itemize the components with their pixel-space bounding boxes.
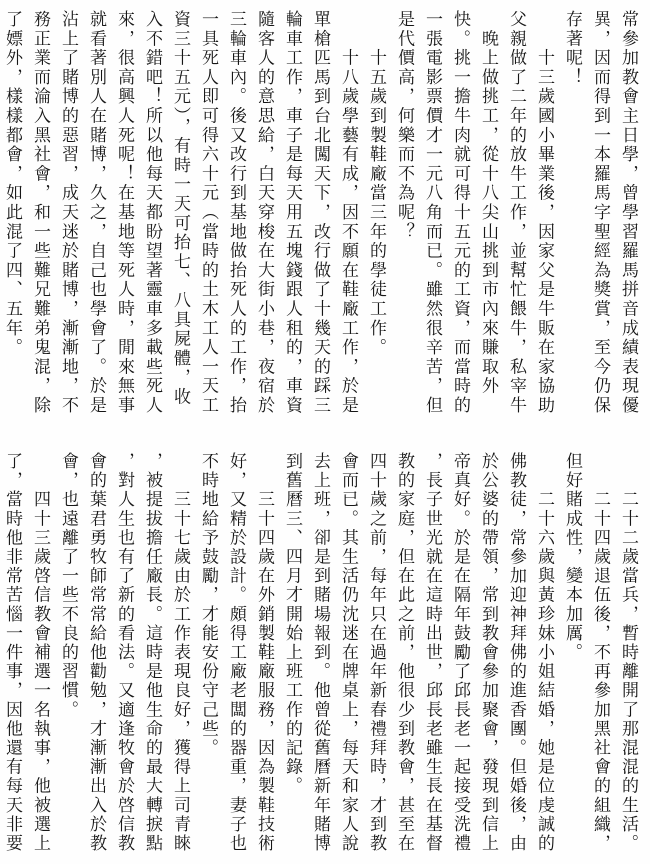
text-column: 十五歲到製鞋廠當三年的學徒工作。: [366, 10, 386, 358]
text-column: 到舊曆三、四月才開始上班工作的記錄。: [282, 452, 302, 796]
text-column: 三十四歲在外銷製鞋廠服務，因為製鞋技術: [254, 452, 274, 854]
text-column: 會，也遠離了一些不良的習慣。: [58, 452, 78, 720]
text-column: 二十四歲退伍後，不再參加黑社會的組織，: [590, 452, 610, 854]
text-column: 隨客人的意思給，白天穿梭在大街小巷，夜宿於: [254, 10, 274, 416]
text-column: 是代價高，何樂而不為呢？: [394, 10, 414, 242]
text-column: 了，當時他非常苦惱一件事，因他還有每天非要: [2, 452, 22, 854]
text-column: 四十歲之前，每年只在過年新春禮拜時，才到教: [366, 452, 386, 854]
text-column: 於公婆的帶領，常到教會參加聚會，發現到信上: [478, 452, 498, 854]
text-column: 好，又精於設計。頗得工廠老闆的器重，妻子也: [226, 452, 246, 854]
text-column: ，對人生也有了新的看法。又適逢牧會於啓信教: [114, 452, 134, 854]
text-column: 常參加教會主日學，曾學習羅馬拼音成績表現優: [618, 10, 638, 416]
text-column: 不時地給予鼓勵，才能安份守己些。: [198, 452, 218, 758]
text-column: 一具死人即可得六十元（當時的土木工人一天工: [198, 10, 218, 416]
lower-text-block: [2, 452, 644, 856]
text-column: 會的葉君勇牧師常常給他勸勉，才漸漸出入於教: [86, 452, 106, 854]
text-column: 二十二歲當兵，暫時離開了那混混的生活。: [618, 452, 638, 854]
text-column: 佛教徒，常參加迎神拜佛的進香團。但婚後，由: [506, 452, 526, 854]
text-column: 帝真好。於是在隔年鼓勵了邱長老一起接受洗禮: [450, 452, 470, 854]
text-column: 快。挑一擔牛肉就可得十五元的工資，而當時的: [450, 10, 470, 416]
text-column: 去上班，卻是到賭場報到。他曾從舊曆新年賭博: [310, 452, 330, 854]
text-column: 來，很高興人死呢！在基地等死人時，閒來無事: [114, 10, 134, 416]
text-column: 沾上了賭博的惡習，成天迷於賭博，漸漸地，不: [58, 10, 78, 416]
text-column: 異，因而得到一本羅馬字聖經為獎賞，至今仍保: [590, 10, 610, 416]
text-column: 務正業而淪入黑社會，和一些難兄難弟鬼混，除: [30, 10, 50, 416]
text-column: 三十七歲由於工作表現良好，獲得上司青睞: [170, 452, 190, 854]
text-column: 晚上做挑工，從十八尖山挑到市內來賺取外: [478, 10, 498, 396]
text-column: 四十三歲啓信教會補選一名執事，他被選上: [30, 452, 50, 854]
text-column: 了嫖外，樣樣都會，如此混了四、五年。: [2, 10, 22, 358]
text-column: 二十六歲與黃珍妹小姐結婚，她是位虔誠的: [534, 452, 554, 854]
text-column: 會而已。其生活仍沈迷在牌桌上，每天和家人說: [338, 452, 358, 854]
text-column: ，長子世光就在這時出世，邱長老雖生長在基督: [422, 452, 442, 854]
text-column: 就看著別人在賭博，久之，自己也學會了。於是: [86, 10, 106, 416]
text-column: 資三十五元），有時一天可抬七、八具屍體，收: [170, 10, 190, 407]
text-column: ，被提拔擔任廠長。這時是他生命的最大轉捩點: [142, 452, 162, 854]
text-column: 十八歲學藝有成，因不願在鞋廠工作，於是: [338, 10, 358, 416]
text-column: 教的家庭，但在此之前，他很少到教會，甚至在: [394, 452, 414, 854]
text-column: 父親做了二年的放牛工作，並幫忙餵牛，私宰牛: [506, 10, 526, 416]
text-column: 輪車工作，車子是每天用五塊錢跟人租的，車資: [282, 10, 302, 416]
text-column: 存著呢！: [562, 10, 582, 88]
text-column: 一張電影票價才一元八角而已。雖然很辛苦，但: [422, 10, 442, 416]
text-column: 十三歲國小畢業後，因家父是牛販在家協助: [534, 10, 554, 416]
text-column: 但好賭成性，變本加厲。: [562, 452, 582, 663]
upper-text-block: [2, 10, 644, 430]
text-column: 入不錯吧！所以他每天都盼望著靈車多載些死人: [142, 10, 162, 416]
text-column: 單槍匹馬到台北闖天下，改行做了十幾天的踩三: [310, 10, 330, 416]
text-column: 三輪車內。後又改行到基地做抬死人的工作，抬: [226, 10, 246, 416]
